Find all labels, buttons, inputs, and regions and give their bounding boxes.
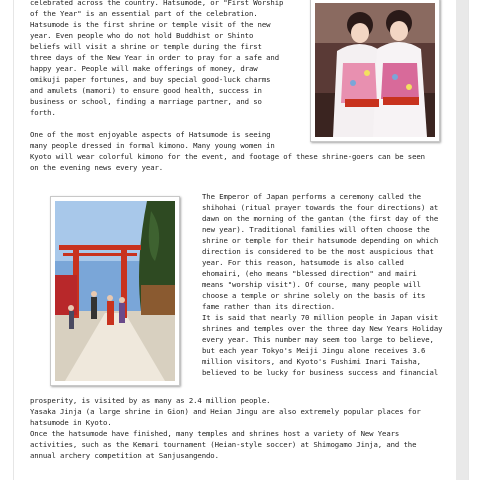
page-edge-strip: [456, 0, 468, 480]
photo-women-in-kimono: [310, 0, 440, 142]
text-line: The Emperor of Japan performs a ceremony called the: [202, 192, 421, 201]
kimono-photo-image: [315, 3, 435, 137]
text-line: year. For this reason, hatsumode is also called: [202, 258, 404, 267]
text-line: means "worship visit"). Of course, many people will: [202, 280, 421, 289]
text-line: prosperity, is visited by as many as 2.4 million people.: [30, 396, 271, 405]
article-paragraph-kyoto-shrines: [30, 395, 444, 461]
text-line: omikuji paper fortunes, and buy special good-luck charms: [30, 75, 271, 84]
text-line: celebrated across the country. Hatsumode, or "First Worship: [30, 0, 284, 7]
article-paragraph-hatsumode: [30, 0, 305, 118]
text-line: three days of the New Year in order to pray for a safe and: [30, 53, 280, 62]
text-line: shihohai (ritual prayer towards the four directions) at: [202, 203, 439, 212]
text-line: of the Year" is an essential part of the celebration.: [30, 9, 258, 18]
text-line: shrines and temples over the three day New Years Holiday: [202, 324, 443, 333]
text-line: every year. This number may seem too large to believe,: [202, 335, 434, 344]
text-line: It is said that nearly 70 million people in Japan visit: [202, 313, 439, 322]
text-line: Kyoto will wear colorful kimono for the event, and footage of these shrine-goers can be seen: [30, 152, 425, 161]
torii-photo-image: [55, 201, 175, 381]
text-line: activities, such as the Kemari tournament (Heian-style soccer) at Shimogamo Jinja, and the: [30, 440, 417, 449]
text-line: Once the hatsumode have finished, many temples and shrines host a variety of New Years: [30, 429, 400, 438]
document-page: [14, 0, 468, 480]
text-line: annual archery competition at Sanjusangendo.: [30, 451, 219, 460]
text-line: fame rather than its direction.: [202, 302, 336, 311]
text-line: direction is considered to be the most auspicious that: [202, 247, 434, 256]
text-line: hatsumode in Kyoto.: [30, 418, 112, 427]
text-line: forth.: [30, 108, 56, 117]
text-line: Hatsumode is the first shrine or temple visit of the new: [30, 20, 271, 29]
text-line: shrine or temple for their hatsumode depending on which: [202, 236, 439, 245]
text-line: choose a temple or shrine solely on the basis of its: [202, 291, 426, 300]
text-line: many people dressed in formal kimono. Many young women in: [30, 141, 275, 150]
text-line: ehomairi, (eho means "blessed direction" and mairi: [202, 269, 417, 278]
text-line: but each year Tokyo's Meiji Jingu alone receives 3.6: [202, 346, 426, 355]
text-line: beliefs will visit a shrine or temple during the first: [30, 42, 262, 51]
text-line: new year). Traditional families will often choose the: [202, 225, 430, 234]
text-line: happy year. People will make offerings of money, draw: [30, 64, 258, 73]
article-paragraph-emperor-and-visitors: [202, 191, 444, 378]
text-line: on the evening news every year.: [30, 163, 164, 172]
text-line: and amulets (mamori) to ensure good health, success in: [30, 86, 262, 95]
photo-torii-gate-shrine: [50, 196, 180, 386]
text-line: believed to be lucky for business success and financial: [202, 368, 439, 377]
text-line: dawn on the morning of the gantan (the first day of the: [202, 214, 439, 223]
text-line: business or school, finding a marriage partner, and so: [30, 97, 262, 106]
text-line: year. Even people who do not hold Buddhist or Shinto: [30, 31, 254, 40]
text-line: Yasaka Jinja (a large shrine in Gion) and Heian Jingu are also extremely popular places for: [30, 407, 421, 416]
text-line: million visitors, and Kyoto's Fushimi Inari Taisha,: [202, 357, 421, 366]
text-line: One of the most enjoyable aspects of Hatsumode is seeing: [30, 130, 271, 139]
